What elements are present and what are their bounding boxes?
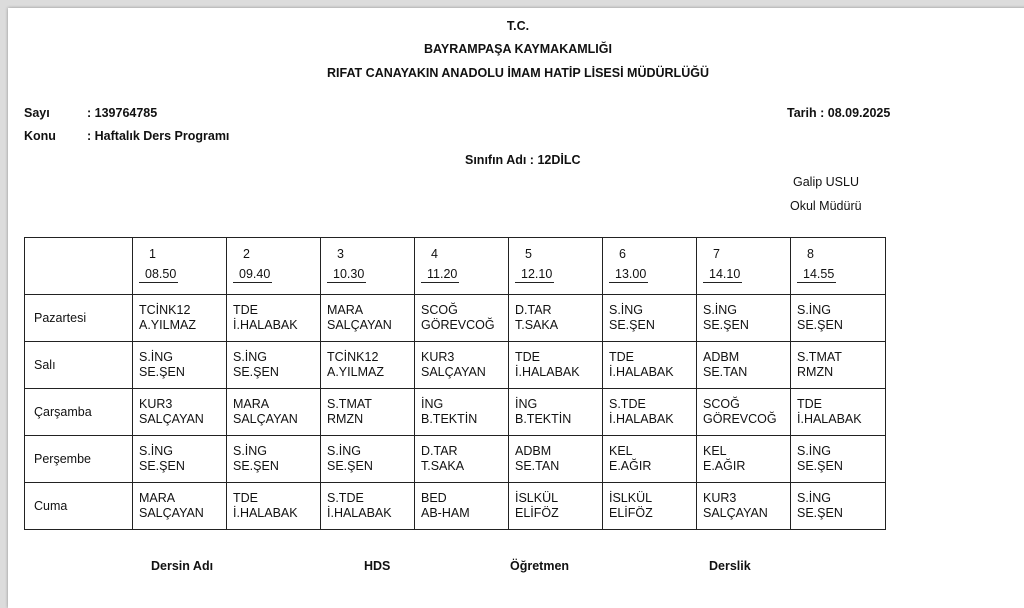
lesson-course: BED bbox=[421, 491, 447, 505]
lesson-teacher: B.TEKTİN bbox=[515, 412, 572, 426]
lesson-cell bbox=[133, 389, 227, 436]
period-number: 3 bbox=[337, 247, 344, 261]
lesson-course: TDE bbox=[797, 397, 822, 411]
lesson-teacher: İ.HALABAK bbox=[609, 412, 674, 426]
lesson-cell bbox=[509, 389, 603, 436]
period-number: 6 bbox=[619, 247, 626, 261]
lesson-teacher: SE.ŞEN bbox=[797, 506, 843, 520]
footer-course-name: Dersin Adı bbox=[151, 559, 214, 573]
lesson-teacher: SALÇAYAN bbox=[327, 318, 392, 332]
lesson-course: S.TDE bbox=[327, 491, 364, 505]
day-row bbox=[25, 342, 886, 389]
period-number: 7 bbox=[713, 247, 720, 261]
lesson-course: S.İNG bbox=[703, 303, 738, 317]
lesson-teacher: SALÇAYAN bbox=[703, 506, 768, 520]
lesson-cell bbox=[697, 389, 791, 436]
period-header-cell bbox=[697, 238, 791, 295]
lesson-cell bbox=[227, 483, 321, 530]
lesson-course: KUR3 bbox=[421, 350, 455, 364]
period-time: 12.10 bbox=[515, 267, 554, 283]
lesson-teacher: SE.ŞEN bbox=[233, 365, 279, 379]
lesson-course: KUR3 bbox=[139, 397, 173, 411]
lesson-cell bbox=[321, 389, 415, 436]
sayi-value: : 139764785 bbox=[87, 106, 158, 120]
lesson-cell bbox=[321, 295, 415, 342]
lesson-cell bbox=[321, 483, 415, 530]
lesson-cell bbox=[133, 483, 227, 530]
lesson-teacher: E.AĞIR bbox=[609, 459, 652, 473]
lesson-course: TCİNK12 bbox=[327, 350, 379, 364]
lesson-course: S.İNG bbox=[797, 444, 832, 458]
lesson-course: İNG bbox=[421, 397, 444, 411]
header-tc: T.C. bbox=[506, 19, 530, 33]
lesson-teacher: RMZN bbox=[327, 412, 364, 426]
lesson-cell bbox=[697, 483, 791, 530]
lesson-course: SCOĞ bbox=[703, 397, 740, 411]
lesson-cell bbox=[227, 295, 321, 342]
lesson-course: İSLKÜL bbox=[515, 491, 559, 505]
lesson-teacher: SE.ŞEN bbox=[797, 318, 843, 332]
corner-cell bbox=[25, 238, 133, 295]
day-name: Perşembe bbox=[25, 436, 133, 483]
header-kaymakamlik: BAYRAMPAŞA KAYMAKAMLIĞI bbox=[424, 42, 612, 56]
lesson-course: S.TMAT bbox=[327, 397, 372, 411]
lesson-cell bbox=[227, 436, 321, 483]
weekly-schedule-table bbox=[24, 237, 886, 530]
period-number: 1 bbox=[149, 247, 156, 261]
lesson-teacher: İ.HALABAK bbox=[609, 365, 674, 379]
lesson-course: KEL bbox=[609, 444, 633, 458]
lesson-cell bbox=[603, 483, 697, 530]
principal-name: Galip USLU bbox=[793, 175, 859, 189]
lesson-cell bbox=[321, 342, 415, 389]
lesson-cell bbox=[509, 342, 603, 389]
lesson-cell bbox=[697, 436, 791, 483]
period-time: 10.30 bbox=[327, 267, 366, 283]
lesson-teacher: GÖREVCOĞ bbox=[421, 318, 495, 332]
footer-hds: HDS bbox=[364, 559, 391, 573]
lesson-course: S.İNG bbox=[139, 350, 174, 364]
day-name: Pazartesi bbox=[25, 295, 133, 342]
lesson-teacher: B.TEKTİN bbox=[421, 412, 478, 426]
lesson-teacher: SALÇAYAN bbox=[139, 506, 204, 520]
period-header-cell bbox=[133, 238, 227, 295]
lesson-cell bbox=[697, 295, 791, 342]
lesson-course: D.TAR bbox=[421, 444, 458, 458]
lesson-teacher: T.SAKA bbox=[515, 318, 559, 332]
lesson-teacher: SE.ŞEN bbox=[327, 459, 373, 473]
lesson-course: KUR3 bbox=[703, 491, 737, 505]
class-name: Sınıfın Adı : 12DİLC bbox=[465, 153, 581, 167]
lesson-cell bbox=[415, 436, 509, 483]
lesson-course: S.İNG bbox=[327, 444, 362, 458]
period-header-row bbox=[25, 238, 886, 295]
header-school: RIFAT CANAYAKIN ANADOLU İMAM HATİP LİSESİ MÜDÜRLÜĞÜ bbox=[327, 66, 709, 80]
lesson-teacher: ELİFÖZ bbox=[515, 506, 559, 520]
konu-value: : Haftalık Ders Programı bbox=[87, 129, 230, 143]
lesson-cell bbox=[791, 295, 886, 342]
period-header-cell bbox=[509, 238, 603, 295]
lesson-course: S.İNG bbox=[233, 444, 268, 458]
date: Tarih : 08.09.2025 bbox=[787, 106, 891, 120]
lesson-cell bbox=[133, 295, 227, 342]
sayi-label: Sayı bbox=[24, 106, 50, 120]
lesson-cell bbox=[227, 389, 321, 436]
principal-title: Okul Müdürü bbox=[790, 199, 862, 213]
lesson-course: İSLKÜL bbox=[609, 491, 653, 505]
lesson-course: S.İNG bbox=[233, 350, 268, 364]
document-page bbox=[8, 8, 1024, 608]
lesson-cell bbox=[791, 342, 886, 389]
lesson-course: MARA bbox=[139, 491, 176, 505]
day-name: Çarşamba bbox=[25, 389, 133, 436]
period-header-cell bbox=[321, 238, 415, 295]
period-header-cell bbox=[791, 238, 886, 295]
lesson-course: S.İNG bbox=[797, 303, 832, 317]
lesson-cell bbox=[321, 436, 415, 483]
period-time: 09.40 bbox=[233, 267, 272, 283]
lesson-course: TCİNK12 bbox=[139, 303, 191, 317]
period-time: 11.20 bbox=[421, 267, 459, 283]
lesson-teacher: SE.ŞEN bbox=[703, 318, 749, 332]
lesson-course: TDE bbox=[515, 350, 540, 364]
lesson-teacher: ELİFÖZ bbox=[609, 506, 653, 520]
lesson-course: MARA bbox=[327, 303, 364, 317]
period-time: 14.55 bbox=[797, 267, 836, 283]
day-name: Salı bbox=[25, 342, 133, 389]
lesson-cell bbox=[415, 483, 509, 530]
lesson-cell bbox=[415, 295, 509, 342]
footer-classroom: Derslik bbox=[709, 559, 751, 573]
lesson-teacher: SE.ŞEN bbox=[797, 459, 843, 473]
lesson-course: TDE bbox=[233, 491, 258, 505]
lesson-cell bbox=[791, 389, 886, 436]
lesson-course: ADBM bbox=[515, 444, 552, 458]
lesson-cell bbox=[791, 436, 886, 483]
period-number: 4 bbox=[431, 247, 438, 261]
period-number: 5 bbox=[525, 247, 532, 261]
lesson-teacher: İ.HALABAK bbox=[327, 506, 392, 520]
lesson-course: SCOĞ bbox=[421, 303, 458, 317]
lesson-cell bbox=[415, 342, 509, 389]
period-number: 8 bbox=[807, 247, 814, 261]
lesson-course: S.İNG bbox=[139, 444, 174, 458]
day-row bbox=[25, 389, 886, 436]
day-name: Cuma bbox=[25, 483, 133, 530]
lesson-course: MARA bbox=[233, 397, 270, 411]
footer-teacher: Öğretmen bbox=[510, 559, 570, 573]
period-number: 2 bbox=[243, 247, 250, 261]
lesson-cell bbox=[133, 342, 227, 389]
lesson-teacher: SE.ŞEN bbox=[233, 459, 279, 473]
lesson-cell bbox=[603, 389, 697, 436]
lesson-teacher: SE.TAN bbox=[703, 365, 748, 379]
period-header-cell bbox=[415, 238, 509, 295]
lesson-cell bbox=[603, 436, 697, 483]
lesson-course: S.TMAT bbox=[797, 350, 842, 364]
lesson-teacher: SALÇAYAN bbox=[139, 412, 204, 426]
lesson-teacher: SALÇAYAN bbox=[233, 412, 298, 426]
period-time: 14.10 bbox=[703, 267, 742, 283]
lesson-cell bbox=[509, 483, 603, 530]
lesson-cell bbox=[415, 389, 509, 436]
lesson-course: İNG bbox=[515, 397, 538, 411]
lesson-cell bbox=[509, 436, 603, 483]
lesson-teacher: RMZN bbox=[797, 365, 834, 379]
day-row bbox=[25, 436, 886, 483]
lesson-cell bbox=[227, 342, 321, 389]
lesson-course: S.TDE bbox=[609, 397, 646, 411]
lesson-teacher: A.YILMAZ bbox=[139, 318, 196, 332]
lesson-cell bbox=[697, 342, 791, 389]
lesson-course: S.İNG bbox=[797, 491, 832, 505]
lesson-cell bbox=[603, 295, 697, 342]
day-row bbox=[25, 483, 886, 530]
lesson-cell bbox=[133, 436, 227, 483]
lesson-teacher: SE.ŞEN bbox=[139, 459, 185, 473]
lesson-cell bbox=[509, 295, 603, 342]
period-time: 13.00 bbox=[609, 267, 648, 283]
lesson-cell bbox=[603, 342, 697, 389]
lesson-teacher: İ.HALABAK bbox=[797, 412, 862, 426]
lesson-teacher: İ.HALABAK bbox=[233, 506, 298, 520]
lesson-course: ADBM bbox=[703, 350, 740, 364]
day-row bbox=[25, 295, 886, 342]
lesson-teacher: E.AĞIR bbox=[703, 459, 746, 473]
lesson-cell bbox=[791, 483, 886, 530]
lesson-teacher: SALÇAYAN bbox=[421, 365, 486, 379]
lesson-course: TDE bbox=[609, 350, 634, 364]
lesson-teacher: AB-HAM bbox=[421, 506, 470, 520]
lesson-teacher: SE.ŞEN bbox=[139, 365, 185, 379]
lesson-course: TDE bbox=[233, 303, 258, 317]
lesson-course: D.TAR bbox=[515, 303, 552, 317]
konu-label: Konu bbox=[24, 129, 56, 143]
lesson-course: KEL bbox=[703, 444, 727, 458]
lesson-course: S.İNG bbox=[609, 303, 644, 317]
period-header-cell bbox=[227, 238, 321, 295]
period-header-cell bbox=[603, 238, 697, 295]
lesson-teacher: T.SAKA bbox=[421, 459, 465, 473]
period-time: 08.50 bbox=[139, 267, 178, 283]
lesson-teacher: İ.HALABAK bbox=[233, 318, 298, 332]
lesson-teacher: A.YILMAZ bbox=[327, 365, 384, 379]
lesson-teacher: GÖREVCOĞ bbox=[703, 412, 777, 426]
lesson-teacher: SE.ŞEN bbox=[609, 318, 655, 332]
lesson-teacher: SE.TAN bbox=[515, 459, 560, 473]
lesson-teacher: İ.HALABAK bbox=[515, 365, 580, 379]
